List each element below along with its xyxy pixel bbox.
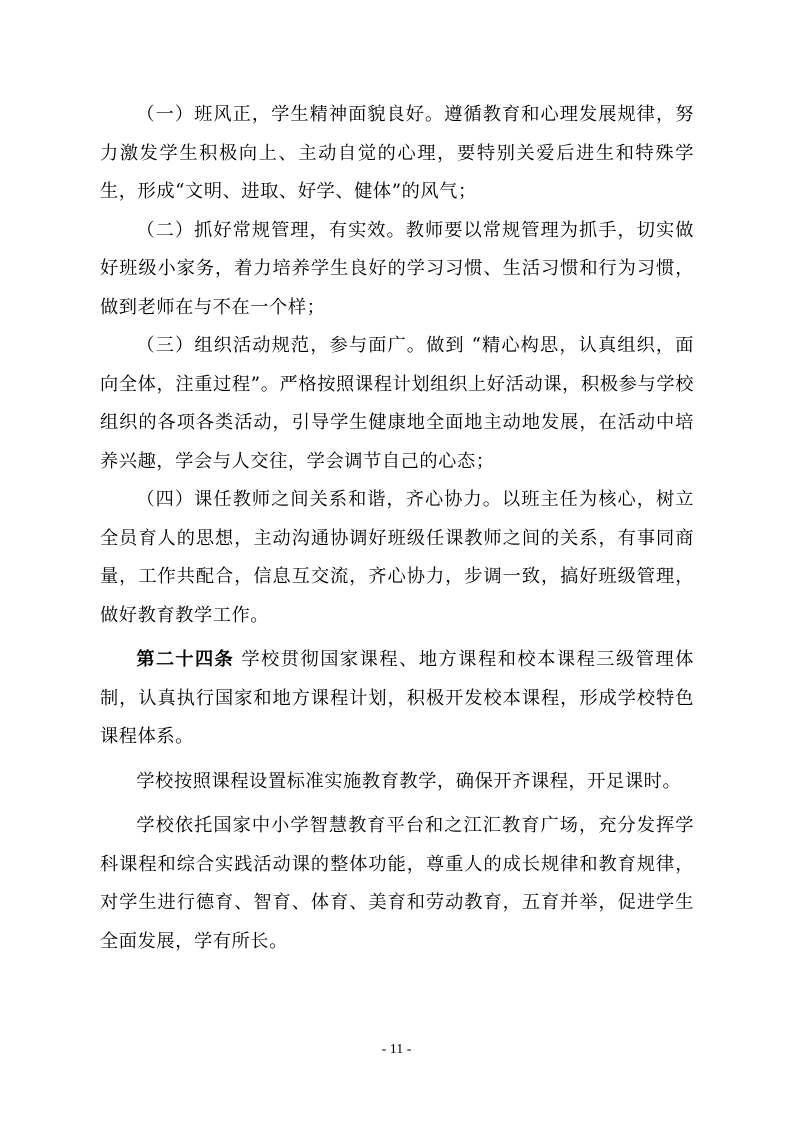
paragraph-curriculum-standards: 学校按照课程设置标准实施教育教学，确保开齐课程，开足课时。 — [136, 770, 682, 792]
paragraph-teacher-relations: （四）课任教师之间关系和谐，齐心协力。以班主任为核心，树立全员育人的思想，主动沟通协调好班级任课教师之间的关系，有事同商量，工作共配合，信息互交流，齐心协力，步调一致，搞好班级管理，做好教育教学工作。 — [100, 489, 694, 626]
paragraph-class-atmosphere: （一）班风正，学生精神面貌良好。遵循教育和心理发展规律，努力激发学生积极向上、主动自觉的心理，要特别关爱后进生和特殊学生，形成“文明、进取、好学、健体”的风气； — [100, 104, 694, 202]
paragraph-education-platform: 学校依托国家中小学智慧教育平台和之江汇教育广场，充分发挥学科课程和综合实践活动课的整体功能，尊重人的成长规律和教育规律，对学生进行德育、智育、体育、美育和劳动教育，五育并举，促进学生全面发展，学有所长。 — [100, 815, 694, 952]
paragraph-routine-management: （二）抓好常规管理，有实效。教师要以常规管理为抓手，切实做好班级小家务，着力培养学生良好的学习习惯、生活习惯和行为习惯，做到老师在与不在一个样； — [100, 219, 694, 318]
page-number: - 11 - — [381, 1042, 412, 1057]
article-text: 学校贯彻国家课程、地方课程和校本课程三级管理体制，认真执行国家和地方课程计划，积极开发校本课程，形成学校特色课程体系。 — [100, 649, 694, 747]
article-24-paragraph — [100, 641, 694, 757]
document-body — [100, 96, 694, 961]
paragraph-activities: （三）组织活动规范，参与面广。做到 “精心构思，认真组织，面向全体，注重过程”。严格按照课程计划组织上好活动课，积极参与学校组织的各项各类活动，引导学生健康地全面地主动地发展，在活动中培养兴趣，学会与人交往，学会调节自己的心态； — [100, 335, 694, 472]
article-number: 第二十四条 — [136, 649, 234, 670]
